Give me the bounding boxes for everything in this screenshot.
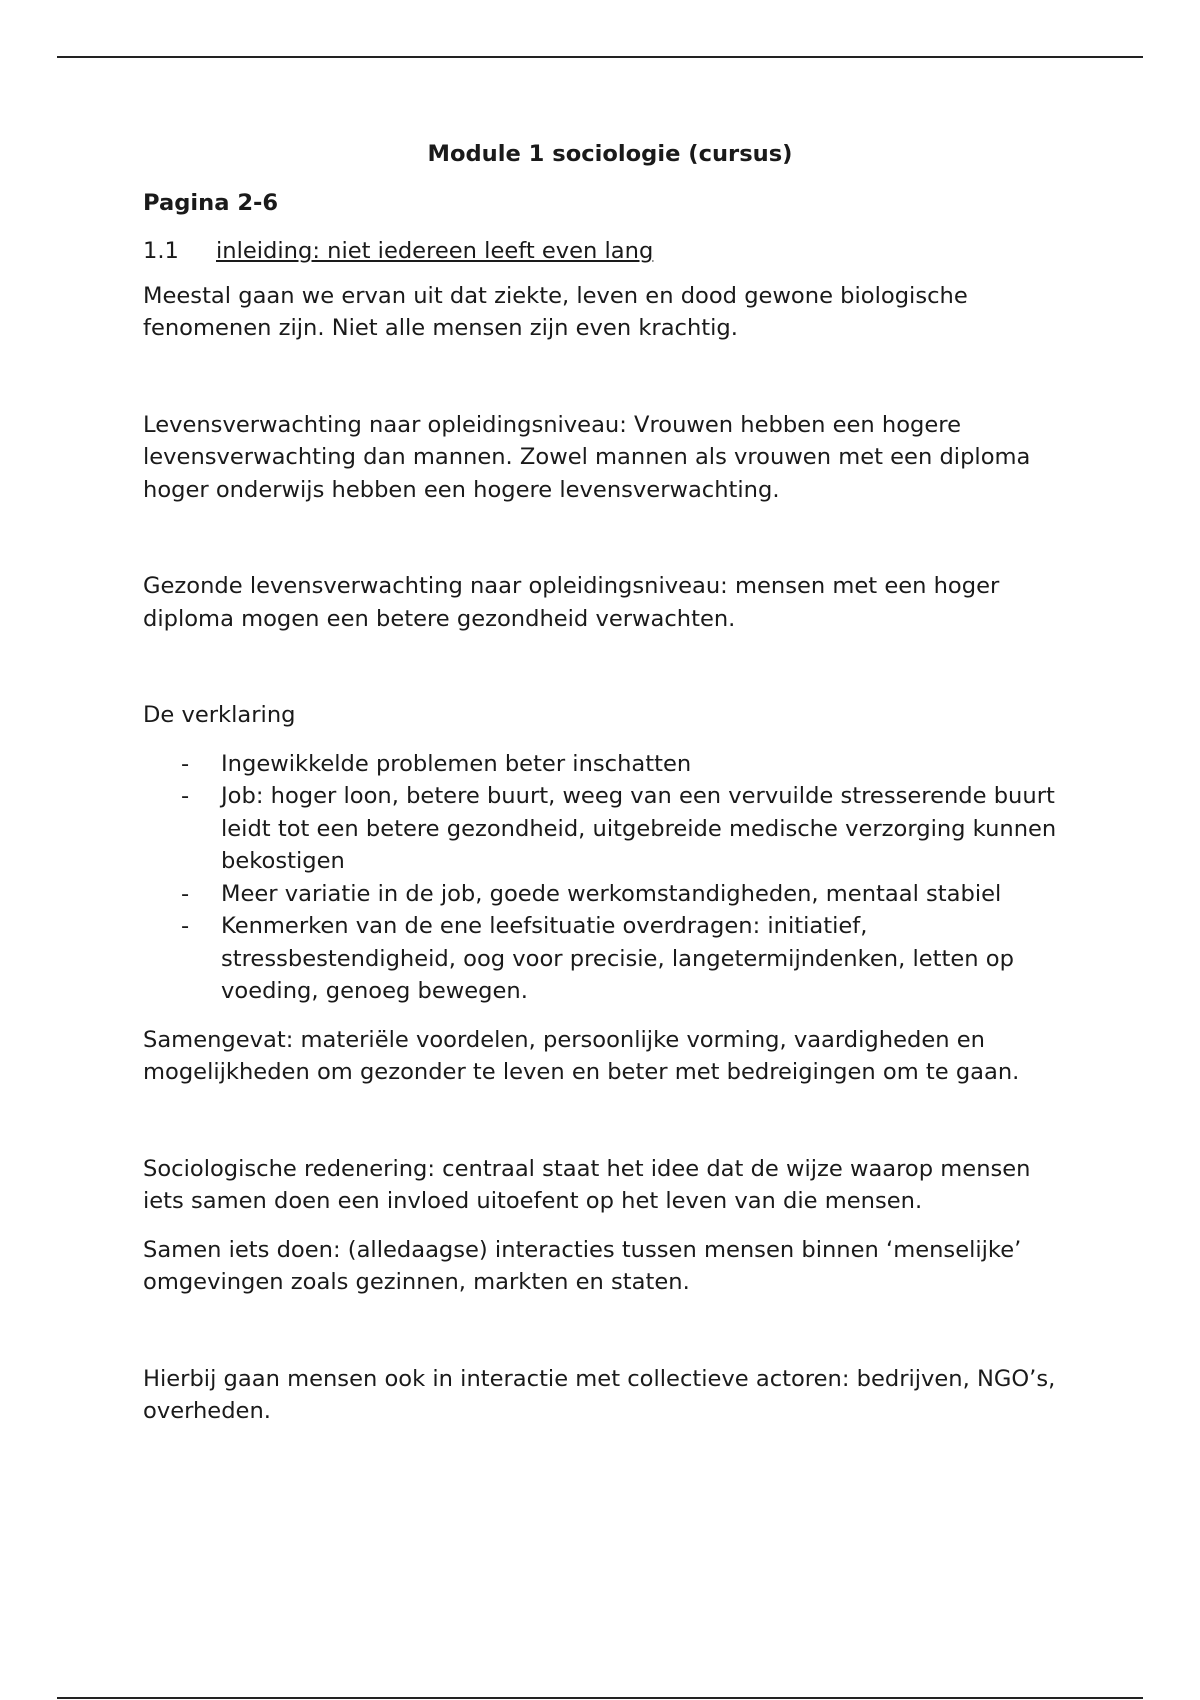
- blank-line: [143, 522, 1063, 570]
- list-item-text: Job: hoger loon, betere buurt, weeg van een vervuilde stresserende buurt leidt tot een betere gezondheid, uitgebreide medische verzorging kunnen bekostigen: [221, 783, 1057, 874]
- list-item-text: Meer variatie in de job, goede werkomstandigheden, mentaal stabiel: [221, 880, 1002, 907]
- paragraph-summary: Samengevat: materiële voordelen, persoonlijke vorming, vaardigheden en mogelijkheden om gezonder te leven en beter met bedreigingen om te gaan.: [143, 1026, 1020, 1085]
- footer-rule: [57, 1697, 1143, 1699]
- paragraph-intro: Meestal gaan we ervan uit dat ziekte, leven en dood gewone biologische fenomenen zijn. Niet alle mensen zijn even krachtig.: [143, 282, 968, 341]
- section-title: inleiding: niet iedereen leeft even lang: [216, 238, 654, 264]
- list-item: [143, 748, 1063, 781]
- paragraph-explanation-heading: De verklaring: [143, 702, 296, 728]
- list-item: [143, 910, 1063, 1008]
- paragraph-doing-together: Samen iets doen: (alledaagse) interacties tussen mensen binnen ‘menselijke’ omgevingen zoals gezinnen, markten en staten.: [143, 1236, 1022, 1295]
- list-item: [143, 780, 1063, 878]
- list-item-text: Kenmerken van de ene leefsituatie overdragen: initiatief, stressbestendigheid, oog voor precisie, langetermijndenken, letten op voeding, genoeg bewegen.: [221, 913, 1014, 1004]
- blank-line: [143, 651, 1063, 699]
- pages-heading: Pagina 2-6: [143, 189, 279, 216]
- section-heading: [143, 235, 1063, 268]
- list-item-text: Ingewikkelde problemen beter inschatten: [221, 750, 692, 777]
- bullet-dash: -: [181, 783, 190, 809]
- document-page: [143, 138, 1063, 1444]
- paragraph-sociological-reasoning: Sociologische redenering: centraal staat het idee dat de wijze waarop mensen iets samen doen een invloed uitoefent op het leven van die mensen.: [143, 1155, 1031, 1214]
- bullet-dash: -: [181, 880, 190, 907]
- blank-line: [143, 1105, 1063, 1153]
- paragraph-life-expectancy: Levensverwachting naar opleidingsniveau: Vrouwen hebben een hogere levensverwachting dan mannen. Zowel mannen als vrouwen met een diploma hoger onderwijs hebben een hogere levensverwachting.: [143, 411, 1031, 503]
- blank-line: [143, 1315, 1063, 1363]
- explanation-list: [143, 748, 1063, 1008]
- paragraph-healthy-life-expectancy: Gezonde levensverwachting naar opleidingsniveau: mensen met een hoger diploma mogen een betere gezondheid verwachten.: [143, 573, 1000, 632]
- document-title: Module 1 sociologie (cursus): [427, 141, 793, 167]
- bullet-dash: -: [181, 750, 190, 777]
- list-item: [143, 878, 1063, 911]
- bullet-dash: -: [181, 913, 190, 939]
- blank-line: [143, 361, 1063, 409]
- paragraph-collective-actors: Hierbij gaan mensen ook in interactie met collectieve actoren: bedrijven, NGO’s, overheden.: [143, 1365, 1056, 1424]
- header-rule: [57, 56, 1143, 58]
- section-number: 1.1: [143, 238, 179, 264]
